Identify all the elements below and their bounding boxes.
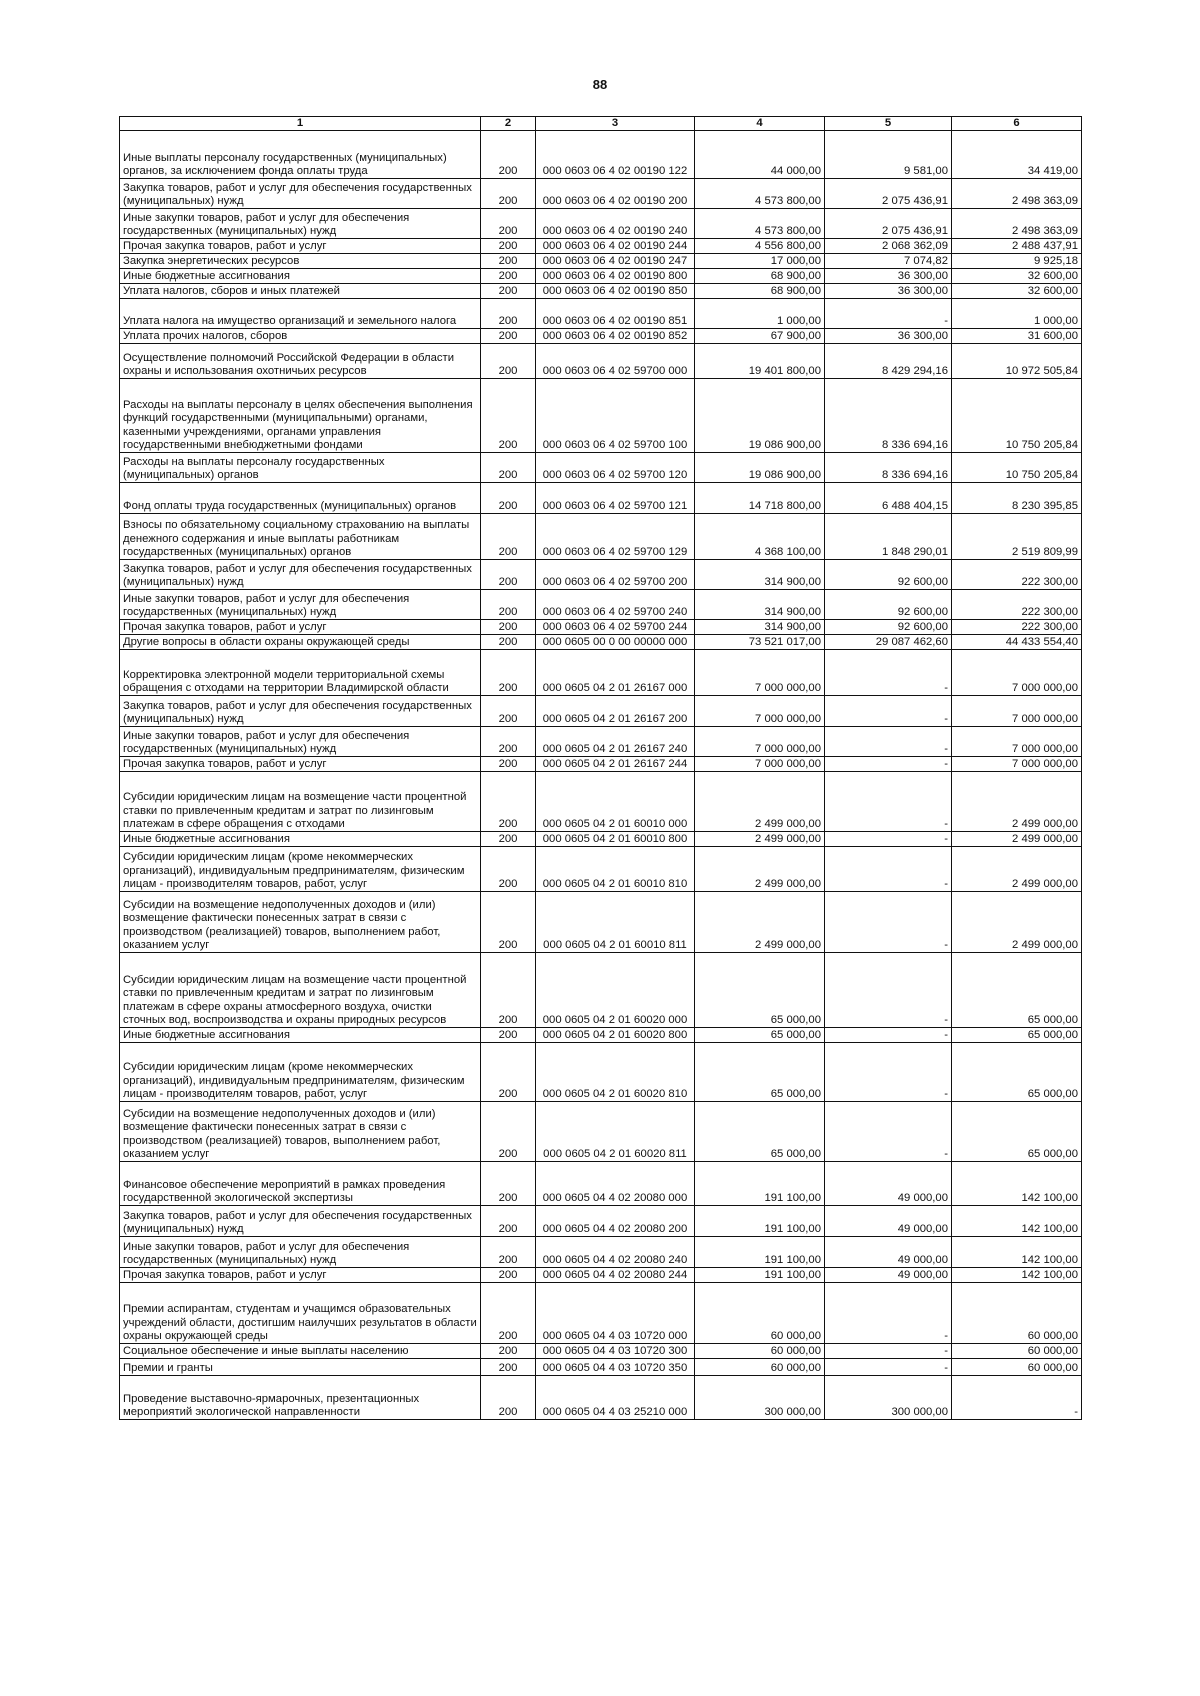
row-approved-amount-cell: 17 000,00	[695, 254, 825, 269]
row-indicator-code-cell: 200	[481, 1376, 536, 1420]
row-unexecuted-amount-cell: 60 000,00	[952, 1283, 1082, 1344]
row-approved-amount-cell: 19 401 800,00	[695, 344, 825, 379]
row-approved-amount-cell: 65 000,00	[695, 1102, 825, 1162]
row-indicator-code-cell: 200	[481, 590, 536, 620]
row-budget-code-cell: 000 0605 04 2 01 60010 000	[536, 772, 695, 832]
table-row	[120, 727, 1082, 757]
row-approved-amount-cell: 191 100,00	[695, 1206, 825, 1237]
row-approved-amount-cell: 191 100,00	[695, 1268, 825, 1283]
row-indicator-code-cell: 200	[481, 514, 536, 560]
row-indicator-code-cell: 200	[481, 620, 536, 635]
row-approved-amount-cell: 314 900,00	[695, 560, 825, 590]
row-approved-amount-cell: 2 499 000,00	[695, 772, 825, 832]
row-executed-amount-cell: -	[825, 299, 952, 329]
row-name-cell: Социальное обеспечение и иные выплаты населению	[120, 1344, 481, 1359]
row-budget-code-cell: 000 0605 04 2 01 60020 000	[536, 953, 695, 1028]
table-row	[120, 1376, 1082, 1420]
row-name-cell: Иные бюджетные ассигнования	[120, 1028, 481, 1043]
row-unexecuted-amount-cell: 60 000,00	[952, 1344, 1082, 1359]
row-unexecuted-amount-cell: 2 499 000,00	[952, 847, 1082, 892]
row-budget-code-cell: 000 0605 04 4 02 20080 244	[536, 1268, 695, 1283]
row-approved-amount-cell: 191 100,00	[695, 1237, 825, 1268]
row-indicator-code-cell: 200	[481, 1102, 536, 1162]
table-row	[120, 1344, 1082, 1359]
row-name-cell: Иные бюджетные ассигнования	[120, 269, 481, 284]
row-approved-amount-cell: 7 000 000,00	[695, 696, 825, 727]
row-budget-code-cell: 000 0605 04 4 02 20080 200	[536, 1206, 695, 1237]
table-row	[120, 329, 1082, 344]
row-approved-amount-cell: 2 499 000,00	[695, 832, 825, 847]
row-indicator-code-cell: 200	[481, 453, 536, 483]
row-executed-amount-cell: 92 600,00	[825, 590, 952, 620]
row-budget-code-cell: 000 0603 06 4 02 00190 850	[536, 284, 695, 299]
row-name-cell: Расходы на выплаты персоналу государственных (муниципальных) органов	[120, 453, 481, 483]
table-row	[120, 179, 1082, 209]
row-executed-amount-cell: 92 600,00	[825, 560, 952, 590]
row-budget-code-cell: 000 0605 04 2 01 60010 810	[536, 847, 695, 892]
table-row	[120, 953, 1082, 1028]
row-unexecuted-amount-cell: 2 488 437,91	[952, 239, 1082, 254]
row-unexecuted-amount-cell: -	[952, 1376, 1082, 1420]
row-indicator-code-cell: 200	[481, 179, 536, 209]
row-indicator-code-cell: 200	[481, 483, 536, 514]
row-name-cell: Финансовое обеспечение мероприятий в рамках проведения государственной экологической экспертизы	[120, 1162, 481, 1206]
table-row	[120, 1102, 1082, 1162]
row-approved-amount-cell: 7 000 000,00	[695, 727, 825, 757]
row-unexecuted-amount-cell: 9 925,18	[952, 254, 1082, 269]
header-row	[120, 117, 1082, 131]
row-budget-code-cell: 000 0603 06 4 02 00190 851	[536, 299, 695, 329]
row-indicator-code-cell: 200	[481, 772, 536, 832]
row-executed-amount-cell: 1 848 290,01	[825, 514, 952, 560]
table-row	[120, 239, 1082, 254]
row-name-cell: Прочая закупка товаров, работ и услуг	[120, 239, 481, 254]
row-unexecuted-amount-cell: 222 300,00	[952, 590, 1082, 620]
row-name-cell: Закупка товаров, работ и услуг для обеспечения государственных (муниципальных) нужд	[120, 560, 481, 590]
table-row	[120, 590, 1082, 620]
row-budget-code-cell: 000 0603 06 4 02 59700 120	[536, 453, 695, 483]
row-indicator-code-cell: 200	[481, 209, 536, 239]
row-executed-amount-cell: -	[825, 696, 952, 727]
row-approved-amount-cell: 1 000,00	[695, 299, 825, 329]
row-indicator-code-cell: 200	[481, 1206, 536, 1237]
row-approved-amount-cell: 19 086 900,00	[695, 453, 825, 483]
row-budget-code-cell: 000 0605 04 2 01 60020 810	[536, 1043, 695, 1102]
row-name-cell: Закупка товаров, работ и услуг для обеспечения государственных (муниципальных) нужд	[120, 1206, 481, 1237]
row-name-cell: Иные бюджетные ассигнования	[120, 832, 481, 847]
row-unexecuted-amount-cell: 65 000,00	[952, 1043, 1082, 1102]
row-approved-amount-cell: 4 368 100,00	[695, 514, 825, 560]
row-indicator-code-cell: 200	[481, 1268, 536, 1283]
row-name-cell: Субсидии на возмещение недополученных доходов и (или) возмещение фактически понесенных затрат в связи с производством (реализацией) товаров, выполнением работ, оказанием услуг	[120, 892, 481, 953]
row-unexecuted-amount-cell: 10 750 205,84	[952, 453, 1082, 483]
row-name-cell: Взносы по обязательному социальному страхованию на выплаты денежного содержания и иные выплаты работникам государственных (муниципальных) органов	[120, 514, 481, 560]
row-indicator-code-cell: 200	[481, 269, 536, 284]
row-budget-code-cell: 000 0603 06 4 02 59700 129	[536, 514, 695, 560]
column-header-4: 4	[695, 117, 825, 131]
row-budget-code-cell: 000 0605 04 2 01 60010 811	[536, 892, 695, 953]
row-name-cell: Уплата налога на имущество организаций и земельного налога	[120, 299, 481, 329]
row-executed-amount-cell: -	[825, 1283, 952, 1344]
row-unexecuted-amount-cell: 10 972 505,84	[952, 344, 1082, 379]
row-executed-amount-cell: -	[825, 772, 952, 832]
table-row	[120, 344, 1082, 379]
row-executed-amount-cell: 49 000,00	[825, 1206, 952, 1237]
row-unexecuted-amount-cell: 2 499 000,00	[952, 832, 1082, 847]
row-unexecuted-amount-cell: 31 600,00	[952, 329, 1082, 344]
table-row	[120, 379, 1082, 453]
row-unexecuted-amount-cell: 7 000 000,00	[952, 650, 1082, 696]
row-name-cell: Иные закупки товаров, работ и услуг для обеспечения государственных (муниципальных) нужд	[120, 209, 481, 239]
row-executed-amount-cell: -	[825, 1028, 952, 1043]
row-approved-amount-cell: 65 000,00	[695, 953, 825, 1028]
row-executed-amount-cell: 8 429 294,16	[825, 344, 952, 379]
row-approved-amount-cell: 300 000,00	[695, 1376, 825, 1420]
row-executed-amount-cell: 36 300,00	[825, 269, 952, 284]
row-unexecuted-amount-cell: 8 230 395,85	[952, 483, 1082, 514]
row-name-cell: Проведение выставочно-ярмарочных, презентационных мероприятий экологической направленности	[120, 1376, 481, 1420]
row-executed-amount-cell: -	[825, 1043, 952, 1102]
row-approved-amount-cell: 73 521 017,00	[695, 635, 825, 650]
table-row	[120, 453, 1082, 483]
row-budget-code-cell: 000 0605 04 2 01 26167 200	[536, 696, 695, 727]
table-row	[120, 1268, 1082, 1283]
column-header-2: 2	[481, 117, 536, 131]
row-unexecuted-amount-cell: 10 750 205,84	[952, 379, 1082, 453]
row-unexecuted-amount-cell: 44 433 554,40	[952, 635, 1082, 650]
row-unexecuted-amount-cell: 2 498 363,09	[952, 209, 1082, 239]
table-row	[120, 650, 1082, 696]
page-number: 88	[592, 77, 608, 92]
row-name-cell: Другие вопросы в области охраны окружающей среды	[120, 635, 481, 650]
row-indicator-code-cell: 200	[481, 1359, 536, 1376]
row-budget-code-cell: 000 0603 06 4 02 00190 852	[536, 329, 695, 344]
row-executed-amount-cell: 2 075 436,91	[825, 209, 952, 239]
row-name-cell: Осуществление полномочий Российской Федерации в области охраны и использования охотничьих ресурсов	[120, 344, 481, 379]
row-budget-code-cell: 000 0603 06 4 02 59700 100	[536, 379, 695, 453]
row-budget-code-cell: 000 0605 00 0 00 00000 000	[536, 635, 695, 650]
row-approved-amount-cell: 4 573 800,00	[695, 179, 825, 209]
table-row	[120, 1162, 1082, 1206]
row-budget-code-cell: 000 0605 04 2 01 60010 800	[536, 832, 695, 847]
row-approved-amount-cell: 7 000 000,00	[695, 757, 825, 772]
row-executed-amount-cell: 92 600,00	[825, 620, 952, 635]
row-indicator-code-cell: 200	[481, 892, 536, 953]
row-approved-amount-cell: 314 900,00	[695, 590, 825, 620]
row-indicator-code-cell: 200	[481, 344, 536, 379]
row-name-cell: Иные закупки товаров, работ и услуг для обеспечения государственных (муниципальных) нужд	[120, 1237, 481, 1268]
row-unexecuted-amount-cell: 32 600,00	[952, 284, 1082, 299]
row-executed-amount-cell: 8 336 694,16	[825, 379, 952, 453]
budget-execution-table	[119, 116, 1082, 1420]
row-budget-code-cell: 000 0605 04 2 01 26167 244	[536, 757, 695, 772]
row-unexecuted-amount-cell: 32 600,00	[952, 269, 1082, 284]
row-approved-amount-cell: 314 900,00	[695, 620, 825, 635]
row-executed-amount-cell: -	[825, 892, 952, 953]
row-budget-code-cell: 000 0603 06 4 02 00190 200	[536, 179, 695, 209]
row-budget-code-cell: 000 0605 04 4 03 10720 350	[536, 1359, 695, 1376]
row-budget-code-cell: 000 0603 06 4 02 59700 244	[536, 620, 695, 635]
row-indicator-code-cell: 200	[481, 284, 536, 299]
row-indicator-code-cell: 200	[481, 635, 536, 650]
table-row	[120, 269, 1082, 284]
row-unexecuted-amount-cell: 65 000,00	[952, 1102, 1082, 1162]
row-indicator-code-cell: 200	[481, 131, 536, 179]
row-name-cell: Иные закупки товаров, работ и услуг для обеспечения государственных (муниципальных) нужд	[120, 727, 481, 757]
row-unexecuted-amount-cell: 7 000 000,00	[952, 757, 1082, 772]
row-unexecuted-amount-cell: 2 499 000,00	[952, 772, 1082, 832]
table-row	[120, 560, 1082, 590]
table-row	[120, 1206, 1082, 1237]
row-indicator-code-cell: 200	[481, 727, 536, 757]
row-unexecuted-amount-cell: 2 519 809,99	[952, 514, 1082, 560]
row-budget-code-cell: 000 0605 04 4 02 20080 000	[536, 1162, 695, 1206]
row-approved-amount-cell: 4 573 800,00	[695, 209, 825, 239]
table-row	[120, 299, 1082, 329]
row-name-cell: Иные закупки товаров, работ и услуг для обеспечения государственных (муниципальных) нужд	[120, 590, 481, 620]
row-budget-code-cell: 000 0605 04 2 01 26167 000	[536, 650, 695, 696]
table-row	[120, 772, 1082, 832]
column-header-1: 1	[120, 117, 481, 131]
row-approved-amount-cell: 44 000,00	[695, 131, 825, 179]
row-executed-amount-cell: -	[825, 1359, 952, 1376]
table-row	[120, 284, 1082, 299]
row-budget-code-cell: 000 0603 06 4 02 00190 244	[536, 239, 695, 254]
row-executed-amount-cell: -	[825, 847, 952, 892]
row-name-cell: Закупка товаров, работ и услуг для обеспечения государственных (муниципальных) нужд	[120, 179, 481, 209]
row-approved-amount-cell: 14 718 800,00	[695, 483, 825, 514]
row-approved-amount-cell: 68 900,00	[695, 269, 825, 284]
row-approved-amount-cell: 2 499 000,00	[695, 847, 825, 892]
row-unexecuted-amount-cell: 142 100,00	[952, 1206, 1082, 1237]
table-row	[120, 483, 1082, 514]
row-executed-amount-cell: 49 000,00	[825, 1237, 952, 1268]
row-indicator-code-cell: 200	[481, 329, 536, 344]
row-name-cell: Уплата налогов, сборов и иных платежей	[120, 284, 481, 299]
row-budget-code-cell: 000 0603 06 4 02 59700 000	[536, 344, 695, 379]
row-approved-amount-cell: 60 000,00	[695, 1359, 825, 1376]
row-approved-amount-cell: 191 100,00	[695, 1162, 825, 1206]
row-executed-amount-cell: -	[825, 727, 952, 757]
row-approved-amount-cell: 65 000,00	[695, 1028, 825, 1043]
row-name-cell: Корректировка электронной модели территориальной схемы обращения с отходами на территории Владимирской области	[120, 650, 481, 696]
row-executed-amount-cell: -	[825, 1344, 952, 1359]
row-budget-code-cell: 000 0605 04 4 02 20080 240	[536, 1237, 695, 1268]
table-body	[120, 131, 1082, 1420]
row-approved-amount-cell: 2 499 000,00	[695, 892, 825, 953]
row-approved-amount-cell: 60 000,00	[695, 1344, 825, 1359]
row-indicator-code-cell: 200	[481, 650, 536, 696]
row-indicator-code-cell: 200	[481, 757, 536, 772]
row-indicator-code-cell: 200	[481, 953, 536, 1028]
row-name-cell: Закупка товаров, работ и услуг для обеспечения государственных (муниципальных) нужд	[120, 696, 481, 727]
row-executed-amount-cell: 9 581,00	[825, 131, 952, 179]
row-budget-code-cell: 000 0603 06 4 02 59700 200	[536, 560, 695, 590]
row-executed-amount-cell: -	[825, 953, 952, 1028]
row-budget-code-cell: 000 0605 04 2 01 26167 240	[536, 727, 695, 757]
table-row	[120, 1043, 1082, 1102]
row-indicator-code-cell: 200	[481, 1028, 536, 1043]
row-unexecuted-amount-cell: 2 498 363,09	[952, 179, 1082, 209]
row-name-cell: Иные выплаты персоналу государственных (муниципальных) органов, за исключением фонда оплаты труда	[120, 131, 481, 179]
row-name-cell: Субсидии на возмещение недополученных доходов и (или) возмещение фактически понесенных затрат в связи с производством (реализацией) товаров, выполнением работ, оказанием услуг	[120, 1102, 481, 1162]
row-approved-amount-cell: 19 086 900,00	[695, 379, 825, 453]
row-name-cell: Фонд оплаты труда государственных (муниципальных) органов	[120, 483, 481, 514]
row-budget-code-cell: 000 0605 04 2 01 60020 800	[536, 1028, 695, 1043]
table-row	[120, 1028, 1082, 1043]
row-indicator-code-cell: 200	[481, 832, 536, 847]
row-budget-code-cell: 000 0603 06 4 02 00190 122	[536, 131, 695, 179]
row-unexecuted-amount-cell: 142 100,00	[952, 1162, 1082, 1206]
row-budget-code-cell: 000 0605 04 4 03 10720 300	[536, 1344, 695, 1359]
table-row	[120, 892, 1082, 953]
row-name-cell: Прочая закупка товаров, работ и услуг	[120, 1268, 481, 1283]
row-budget-code-cell: 000 0603 06 4 02 00190 247	[536, 254, 695, 269]
row-executed-amount-cell: 29 087 462,60	[825, 635, 952, 650]
row-indicator-code-cell: 200	[481, 299, 536, 329]
row-budget-code-cell: 000 0603 06 4 02 59700 121	[536, 483, 695, 514]
row-budget-code-cell: 000 0603 06 4 02 00190 240	[536, 209, 695, 239]
row-indicator-code-cell: 200	[481, 1043, 536, 1102]
row-name-cell: Закупка энергетических ресурсов	[120, 254, 481, 269]
row-indicator-code-cell: 200	[481, 560, 536, 590]
row-budget-code-cell: 000 0605 04 4 03 25210 000	[536, 1376, 695, 1420]
row-executed-amount-cell: 2 075 436,91	[825, 179, 952, 209]
row-budget-code-cell: 000 0605 04 2 01 60020 811	[536, 1102, 695, 1162]
row-indicator-code-cell: 200	[481, 1344, 536, 1359]
table-row	[120, 635, 1082, 650]
row-executed-amount-cell: 7 074,82	[825, 254, 952, 269]
row-name-cell: Уплата прочих налогов, сборов	[120, 329, 481, 344]
row-unexecuted-amount-cell: 142 100,00	[952, 1237, 1082, 1268]
row-indicator-code-cell: 200	[481, 239, 536, 254]
row-unexecuted-amount-cell: 7 000 000,00	[952, 727, 1082, 757]
row-approved-amount-cell: 4 556 800,00	[695, 239, 825, 254]
row-budget-code-cell: 000 0603 06 4 02 00190 800	[536, 269, 695, 284]
row-indicator-code-cell: 200	[481, 1283, 536, 1344]
row-unexecuted-amount-cell: 7 000 000,00	[952, 696, 1082, 727]
table-row	[120, 1359, 1082, 1376]
row-executed-amount-cell: 36 300,00	[825, 329, 952, 344]
row-unexecuted-amount-cell: 142 100,00	[952, 1268, 1082, 1283]
row-approved-amount-cell: 68 900,00	[695, 284, 825, 299]
column-header-3: 3	[536, 117, 695, 131]
row-executed-amount-cell: -	[825, 650, 952, 696]
table-row	[120, 757, 1082, 772]
row-name-cell: Субсидии юридическим лицам (кроме некоммерческих организаций), индивидуальным предпринимателям, физическим лицам - производителям товаров, работ, услуг	[120, 1043, 481, 1102]
table-row	[120, 254, 1082, 269]
row-indicator-code-cell: 200	[481, 696, 536, 727]
row-unexecuted-amount-cell: 222 300,00	[952, 560, 1082, 590]
row-indicator-code-cell: 200	[481, 1162, 536, 1206]
row-unexecuted-amount-cell: 222 300,00	[952, 620, 1082, 635]
table-row	[120, 131, 1082, 179]
row-name-cell: Премии аспирантам, студентам и учащимся образовательных учреждений области, достигшим наилучших результатов в области охраны окружающей среды	[120, 1283, 481, 1344]
row-approved-amount-cell: 67 900,00	[695, 329, 825, 344]
row-executed-amount-cell: -	[825, 832, 952, 847]
row-name-cell: Субсидии юридическим лицам на возмещение части процентной ставки по привлеченным кредитам и затрат по лизинговым платежам в сфере обращения с отходами	[120, 772, 481, 832]
column-header-5: 5	[825, 117, 952, 131]
row-approved-amount-cell: 60 000,00	[695, 1283, 825, 1344]
table-row	[120, 1237, 1082, 1268]
row-unexecuted-amount-cell: 65 000,00	[952, 1028, 1082, 1043]
table-row	[120, 620, 1082, 635]
row-executed-amount-cell: 300 000,00	[825, 1376, 952, 1420]
row-executed-amount-cell: -	[825, 757, 952, 772]
row-executed-amount-cell: -	[825, 1102, 952, 1162]
row-name-cell: Субсидии юридическим лицам на возмещение части процентной ставки по привлеченным кредитам и затрат по лизинговым платежам в сфере охраны атмосферного воздуха, очистки сточных вод, воспроизводства и охраны природных ресурсов	[120, 953, 481, 1028]
row-executed-amount-cell: 2 068 362,09	[825, 239, 952, 254]
row-indicator-code-cell: 200	[481, 847, 536, 892]
row-indicator-code-cell: 200	[481, 1237, 536, 1268]
row-executed-amount-cell: 49 000,00	[825, 1162, 952, 1206]
row-budget-code-cell: 000 0605 04 4 03 10720 000	[536, 1283, 695, 1344]
row-unexecuted-amount-cell: 1 000,00	[952, 299, 1082, 329]
row-name-cell: Прочая закупка товаров, работ и услуг	[120, 620, 481, 635]
row-name-cell: Прочая закупка товаров, работ и услуг	[120, 757, 481, 772]
row-executed-amount-cell: 6 488 404,15	[825, 483, 952, 514]
row-indicator-code-cell: 200	[481, 254, 536, 269]
row-budget-code-cell: 000 0603 06 4 02 59700 240	[536, 590, 695, 620]
row-unexecuted-amount-cell: 60 000,00	[952, 1359, 1082, 1376]
row-indicator-code-cell: 200	[481, 379, 536, 453]
row-name-cell: Расходы на выплаты персоналу в целях обеспечения выполнения функций государственными (муниципальными) органами, казенными учреждениями, органами управления государственными внебюджетными фондами	[120, 379, 481, 453]
row-executed-amount-cell: 36 300,00	[825, 284, 952, 299]
row-approved-amount-cell: 65 000,00	[695, 1043, 825, 1102]
row-unexecuted-amount-cell: 34 419,00	[952, 131, 1082, 179]
row-executed-amount-cell: 49 000,00	[825, 1268, 952, 1283]
table-row	[120, 1283, 1082, 1344]
row-executed-amount-cell: 8 336 694,16	[825, 453, 952, 483]
table-row	[120, 209, 1082, 239]
table-row	[120, 696, 1082, 727]
row-unexecuted-amount-cell: 2 499 000,00	[952, 892, 1082, 953]
column-header-6: 6	[952, 117, 1082, 131]
table-row	[120, 832, 1082, 847]
table-row	[120, 514, 1082, 560]
row-unexecuted-amount-cell: 65 000,00	[952, 953, 1082, 1028]
row-name-cell: Субсидии юридическим лицам (кроме некоммерческих организаций), индивидуальным предпринимателям, физическим лицам - производителям товаров, работ, услуг	[120, 847, 481, 892]
row-name-cell: Премии и гранты	[120, 1359, 481, 1376]
row-approved-amount-cell: 7 000 000,00	[695, 650, 825, 696]
table-row	[120, 847, 1082, 892]
